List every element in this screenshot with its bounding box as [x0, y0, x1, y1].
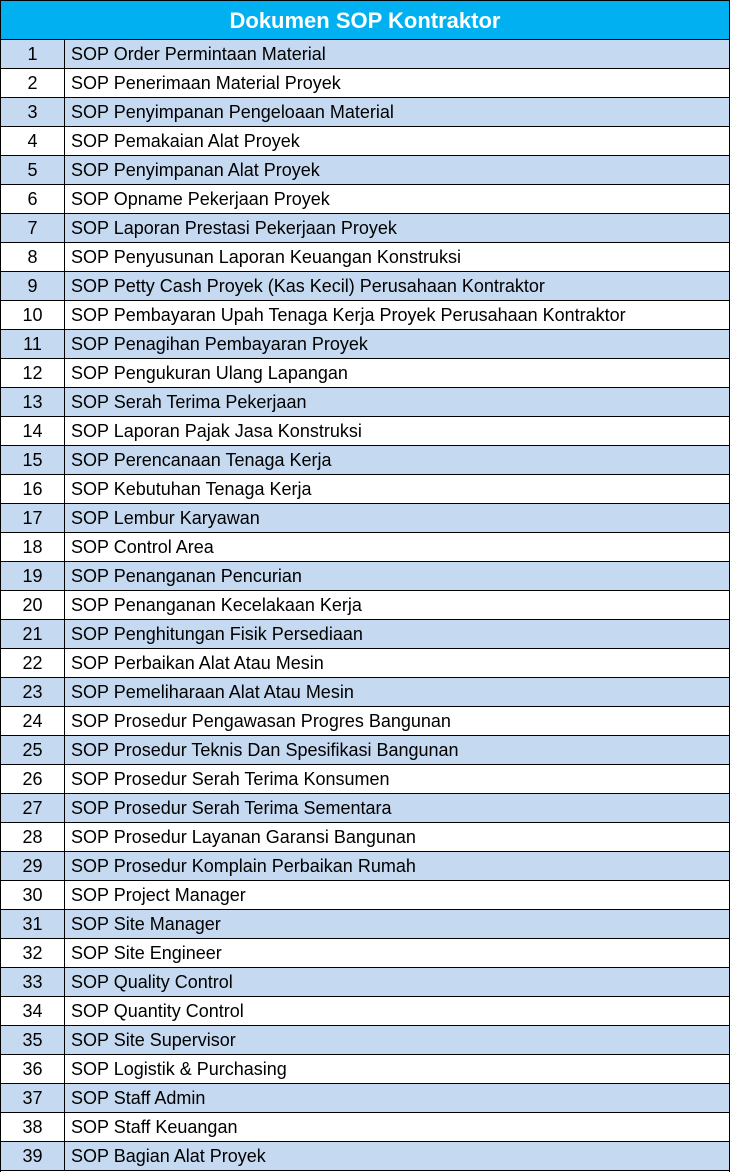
table-row — [1, 1026, 729, 1055]
table-row — [1, 475, 729, 504]
sop-name: SOP Petty Cash Proyek (Kas Kecil) Perusahaan Kontraktor — [65, 272, 730, 301]
table-row — [1, 765, 729, 794]
sop-name: SOP Bagian Alat Proyek — [65, 1142, 730, 1171]
table-row — [1, 620, 729, 649]
row-number: 9 — [1, 272, 65, 301]
sop-name: SOP Prosedur Pengawasan Progres Bangunan — [65, 707, 730, 736]
table-row — [1, 707, 729, 736]
table-row — [1, 823, 729, 852]
row-number: 8 — [1, 243, 65, 272]
row-number: 17 — [1, 504, 65, 533]
table-row — [1, 1084, 729, 1113]
sop-name: SOP Pengukuran Ulang Lapangan — [65, 359, 730, 388]
table-row — [1, 185, 729, 214]
sop-name: SOP Penghitungan Fisik Persediaan — [65, 620, 730, 649]
row-number: 19 — [1, 562, 65, 591]
row-number: 23 — [1, 678, 65, 707]
sop-name: SOP Site Manager — [65, 910, 730, 939]
row-number: 2 — [1, 69, 65, 98]
row-number: 32 — [1, 939, 65, 968]
sop-name: SOP Prosedur Serah Terima Konsumen — [65, 765, 730, 794]
row-number: 39 — [1, 1142, 65, 1171]
table-row — [1, 272, 729, 301]
row-number: 30 — [1, 881, 65, 910]
row-number: 4 — [1, 127, 65, 156]
row-number: 36 — [1, 1055, 65, 1084]
sop-name: SOP Perencanaan Tenaga Kerja — [65, 446, 730, 475]
sop-name: SOP Logistik & Purchasing — [65, 1055, 730, 1084]
document-title: Dokumen SOP Kontraktor — [1, 0, 729, 40]
sop-name: SOP Prosedur Komplain Perbaikan Rumah — [65, 852, 730, 881]
table-row — [1, 1142, 729, 1171]
sop-name: SOP Penagihan Pembayaran Proyek — [65, 330, 730, 359]
row-number: 25 — [1, 736, 65, 765]
sop-name: SOP Penanganan Kecelakaan Kerja — [65, 591, 730, 620]
row-number: 3 — [1, 98, 65, 127]
table-row — [1, 504, 729, 533]
table-row — [1, 40, 729, 69]
sop-name: SOP Control Area — [65, 533, 730, 562]
row-number: 10 — [1, 301, 65, 330]
row-number: 1 — [1, 40, 65, 69]
sop-name: SOP Staff Keuangan — [65, 1113, 730, 1142]
sop-name: SOP Opname Pekerjaan Proyek — [65, 185, 730, 214]
row-number: 16 — [1, 475, 65, 504]
sop-name: SOP Staff Admin — [65, 1084, 730, 1113]
sop-name: SOP Penerimaan Material Proyek — [65, 69, 730, 98]
table-row — [1, 968, 729, 997]
sop-name: SOP Pemakaian Alat Proyek — [65, 127, 730, 156]
row-number: 24 — [1, 707, 65, 736]
row-number: 7 — [1, 214, 65, 243]
sop-name: SOP Laporan Pajak Jasa Konstruksi — [65, 417, 730, 446]
table-row — [1, 69, 729, 98]
table-row — [1, 417, 729, 446]
sop-name: SOP Site Engineer — [65, 939, 730, 968]
sop-name: SOP Perbaikan Alat Atau Mesin — [65, 649, 730, 678]
table-row — [1, 852, 729, 881]
row-number: 12 — [1, 359, 65, 388]
table-row — [1, 98, 729, 127]
row-number: 37 — [1, 1084, 65, 1113]
table-row — [1, 243, 729, 272]
sop-name: SOP Penanganan Pencurian — [65, 562, 730, 591]
row-number: 35 — [1, 1026, 65, 1055]
table-row — [1, 127, 729, 156]
row-number: 20 — [1, 591, 65, 620]
row-number: 33 — [1, 968, 65, 997]
table-row — [1, 910, 729, 939]
sop-name: SOP Penyusunan Laporan Keuangan Konstruksi — [65, 243, 730, 272]
row-number: 14 — [1, 417, 65, 446]
table-row — [1, 736, 729, 765]
table-row — [1, 997, 729, 1026]
sop-name: SOP Order Permintaan Material — [65, 40, 730, 69]
sop-name: SOP Kebutuhan Tenaga Kerja — [65, 475, 730, 504]
row-number: 15 — [1, 446, 65, 475]
table-row — [1, 562, 729, 591]
row-number: 34 — [1, 997, 65, 1026]
sop-name: SOP Laporan Prestasi Pekerjaan Proyek — [65, 214, 730, 243]
row-number: 11 — [1, 330, 65, 359]
sop-name: SOP Serah Terima Pekerjaan — [65, 388, 730, 417]
table-row — [1, 794, 729, 823]
sop-name: SOP Quantity Control — [65, 997, 730, 1026]
sop-table — [1, 40, 729, 1171]
sop-name: SOP Pembayaran Upah Tenaga Kerja Proyek Perusahaan Kontraktor — [65, 301, 730, 330]
row-number: 5 — [1, 156, 65, 185]
table-row — [1, 156, 729, 185]
sop-name: SOP Project Manager — [65, 881, 730, 910]
row-number: 22 — [1, 649, 65, 678]
table-row — [1, 881, 729, 910]
row-number: 21 — [1, 620, 65, 649]
row-number: 27 — [1, 794, 65, 823]
table-row — [1, 446, 729, 475]
sop-name: SOP Penyimpanan Alat Proyek — [65, 156, 730, 185]
table-row — [1, 301, 729, 330]
sop-name: SOP Prosedur Serah Terima Sementara — [65, 794, 730, 823]
table-row — [1, 214, 729, 243]
table-row — [1, 1113, 729, 1142]
sop-name: SOP Prosedur Layanan Garansi Bangunan — [65, 823, 730, 852]
sop-name: SOP Site Supervisor — [65, 1026, 730, 1055]
row-number: 18 — [1, 533, 65, 562]
row-number: 38 — [1, 1113, 65, 1142]
row-number: 6 — [1, 185, 65, 214]
table-row — [1, 678, 729, 707]
sop-name: SOP Lembur Karyawan — [65, 504, 730, 533]
sop-table-body — [1, 40, 729, 1171]
table-row — [1, 359, 729, 388]
table-row — [1, 1055, 729, 1084]
table-row — [1, 388, 729, 417]
row-number: 28 — [1, 823, 65, 852]
table-row — [1, 649, 729, 678]
row-number: 31 — [1, 910, 65, 939]
row-number: 13 — [1, 388, 65, 417]
sop-name: SOP Pemeliharaan Alat Atau Mesin — [65, 678, 730, 707]
sop-name: SOP Prosedur Teknis Dan Spesifikasi Bangunan — [65, 736, 730, 765]
sop-name: SOP Quality Control — [65, 968, 730, 997]
table-row — [1, 591, 729, 620]
table-row — [1, 330, 729, 359]
sop-name: SOP Penyimpanan Pengeloaan Material — [65, 98, 730, 127]
table-row — [1, 533, 729, 562]
table-row — [1, 939, 729, 968]
row-number: 29 — [1, 852, 65, 881]
row-number: 26 — [1, 765, 65, 794]
